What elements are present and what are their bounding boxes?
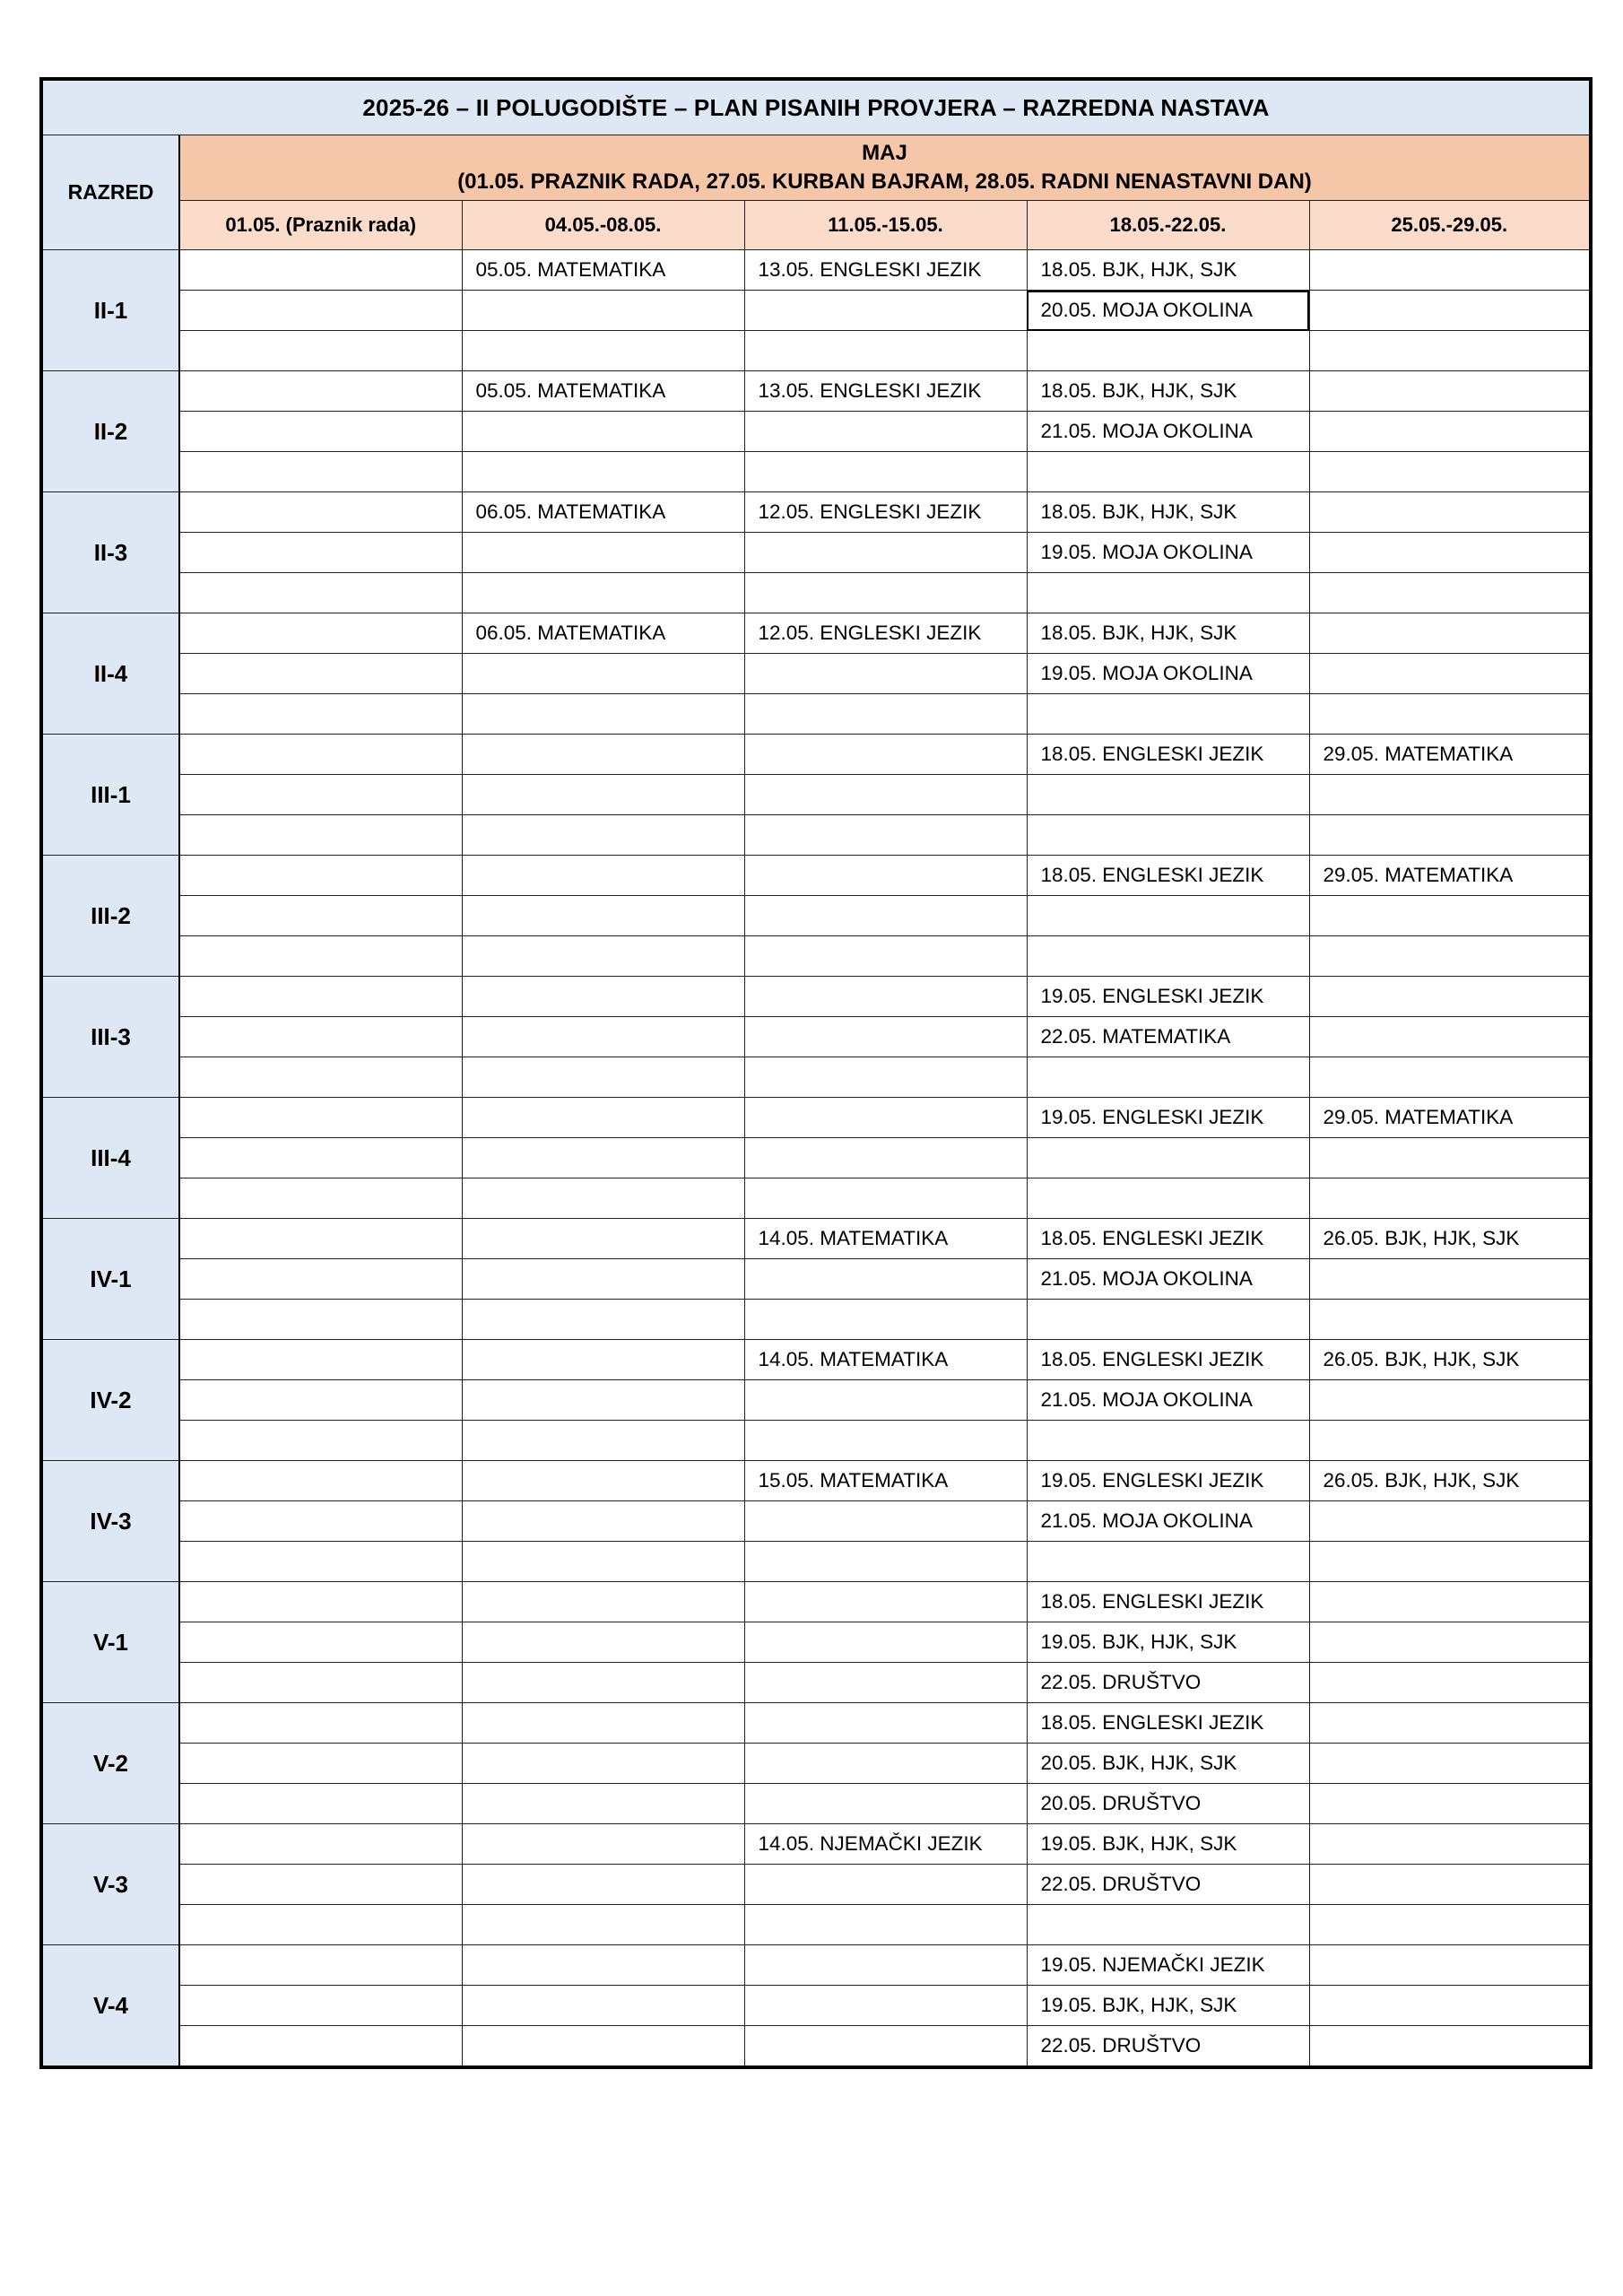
exam-cell	[744, 2026, 1027, 2068]
exam-cell: 22.05. DRUŠTVO	[1027, 1663, 1309, 1703]
exam-cell	[744, 1138, 1027, 1178]
exam-cell: 26.05. BJK, HJK, SJK	[1309, 1461, 1591, 1501]
exam-cell: 13.05. ENGLESKI JEZIK	[744, 250, 1027, 291]
exam-cell: 14.05. MATEMATIKA	[744, 1340, 1027, 1380]
exam-cell: 18.05. BJK, HJK, SJK	[1027, 613, 1309, 654]
exam-cell	[179, 533, 462, 573]
exam-cell: 21.05. MOJA OKOLINA	[1027, 412, 1309, 452]
exam-cell: 18.05. ENGLESKI JEZIK	[1027, 856, 1309, 896]
exam-cell	[1309, 1945, 1591, 1986]
table-row	[41, 1421, 1591, 1461]
exam-cell	[179, 1784, 462, 1824]
exam-cell	[1309, 2026, 1591, 2068]
exam-cell	[744, 533, 1027, 573]
table-row	[41, 1582, 1591, 1622]
exam-cell	[1309, 1178, 1591, 1219]
exam-cell	[744, 1300, 1027, 1340]
class-label: IV-3	[41, 1461, 179, 1582]
exam-cell: 19.05. BJK, HJK, SJK	[1027, 1986, 1309, 2026]
table-row	[41, 492, 1591, 533]
table-row	[41, 896, 1591, 936]
exam-cell	[1309, 1824, 1591, 1865]
exam-cell	[1309, 1542, 1591, 1582]
exam-cell	[1309, 694, 1591, 735]
exam-cell	[744, 452, 1027, 492]
exam-cell	[1309, 291, 1591, 331]
exam-cell	[462, 1905, 744, 1945]
class-label: IV-2	[41, 1340, 179, 1461]
exam-cell	[462, 533, 744, 573]
exam-cell	[744, 331, 1027, 371]
class-label: V-3	[41, 1824, 179, 1945]
exam-cell	[179, 775, 462, 815]
exam-cell	[462, 1340, 744, 1380]
exam-cell	[744, 1017, 1027, 1057]
exam-cell	[179, 1340, 462, 1380]
exam-cell	[179, 1663, 462, 1703]
exam-cell: 18.05. ENGLESKI JEZIK	[1027, 1219, 1309, 1259]
exam-cell	[744, 1421, 1027, 1461]
table-row	[41, 1098, 1591, 1138]
exam-cell	[1309, 250, 1591, 291]
exam-cell: 13.05. ENGLESKI JEZIK	[744, 371, 1027, 412]
table-row	[41, 533, 1591, 573]
exam-cell	[179, 412, 462, 452]
week-header: 04.05.-08.05.	[462, 201, 744, 250]
exam-cell	[462, 1178, 744, 1219]
table-row	[41, 573, 1591, 613]
month-name: MAJ	[862, 141, 907, 165]
exam-cell	[179, 452, 462, 492]
exam-cell: 19.05. ENGLESKI JEZIK	[1027, 977, 1309, 1017]
exam-cell	[1309, 1138, 1591, 1178]
exam-cell	[1309, 1865, 1591, 1905]
table-row	[41, 1542, 1591, 1582]
exam-cell	[462, 1138, 744, 1178]
exam-cell	[462, 1421, 744, 1461]
exam-cell: 06.05. MATEMATIKA	[462, 492, 744, 533]
exam-cell: 05.05. MATEMATIKA	[462, 371, 744, 412]
exam-cell: 18.05. ENGLESKI JEZIK	[1027, 735, 1309, 775]
exam-cell	[744, 1622, 1027, 1663]
class-label: V-4	[41, 1945, 179, 2068]
exam-cell: 18.05. ENGLESKI JEZIK	[1027, 1703, 1309, 1744]
exam-cell	[1309, 1905, 1591, 1945]
exam-cell: 19.05. MOJA OKOLINA	[1027, 654, 1309, 694]
table-row	[41, 1501, 1591, 1542]
table-row	[41, 775, 1591, 815]
exam-cell	[1027, 573, 1309, 613]
exam-cell: 15.05. MATEMATIKA	[744, 1461, 1027, 1501]
exam-cell: 29.05. MATEMATIKA	[1309, 856, 1591, 896]
exam-cell	[462, 1300, 744, 1340]
exam-cell	[462, 1622, 744, 1663]
exam-cell	[179, 977, 462, 1017]
month-header	[179, 135, 1591, 201]
exam-cell	[462, 654, 744, 694]
exam-cell	[744, 412, 1027, 452]
exam-cell	[462, 1945, 744, 1986]
exam-cell	[179, 1703, 462, 1744]
exam-cell	[462, 936, 744, 977]
exam-cell	[744, 815, 1027, 856]
exam-cell: 21.05. MOJA OKOLINA	[1027, 1259, 1309, 1300]
exam-cell: 21.05. MOJA OKOLINA	[1027, 1501, 1309, 1542]
exam-cell: 22.05. DRUŠTVO	[1027, 1865, 1309, 1905]
exam-cell	[1309, 977, 1591, 1017]
exam-cell	[1309, 1986, 1591, 2026]
table-row	[41, 815, 1591, 856]
exam-cell: 29.05. MATEMATIKA	[1309, 735, 1591, 775]
exam-cell	[1309, 1663, 1591, 1703]
exam-cell	[1309, 1703, 1591, 1744]
exam-cell	[179, 331, 462, 371]
exam-cell: 18.05. ENGLESKI JEZIK	[1027, 1582, 1309, 1622]
exam-cell	[1309, 1380, 1591, 1421]
exam-cell	[462, 694, 744, 735]
exam-cell	[179, 856, 462, 896]
table-row	[41, 1380, 1591, 1421]
exam-cell	[462, 896, 744, 936]
class-label: II-1	[41, 250, 179, 371]
exam-cell	[179, 573, 462, 613]
exam-cell	[744, 896, 1027, 936]
exam-cell: 19.05. MOJA OKOLINA	[1027, 533, 1309, 573]
table-row	[41, 735, 1591, 775]
exam-cell: 19.05. BJK, HJK, SJK	[1027, 1622, 1309, 1663]
table-row	[41, 412, 1591, 452]
table-row	[41, 654, 1591, 694]
exam-cell	[179, 371, 462, 412]
exam-cell	[1309, 1421, 1591, 1461]
table-row	[41, 1945, 1591, 1986]
table-row	[41, 1300, 1591, 1340]
exam-cell: 05.05. MATEMATIKA	[462, 250, 744, 291]
exam-cell	[179, 815, 462, 856]
exam-cell	[462, 856, 744, 896]
table-row	[41, 1865, 1591, 1905]
exam-cell	[462, 1098, 744, 1138]
exam-cell	[1309, 1744, 1591, 1784]
exam-cell: 12.05. ENGLESKI JEZIK	[744, 613, 1027, 654]
exam-cell	[1027, 815, 1309, 856]
exam-cell	[744, 1905, 1027, 1945]
exam-cell: 19.05. BJK, HJK, SJK	[1027, 1824, 1309, 1865]
exam-cell	[179, 936, 462, 977]
exam-cell	[179, 1219, 462, 1259]
exam-cell	[1027, 1300, 1309, 1340]
exam-cell	[462, 1703, 744, 1744]
exam-cell: 20.05. MOJA OKOLINA	[1027, 291, 1309, 331]
table-row	[41, 1219, 1591, 1259]
exam-cell	[462, 1380, 744, 1421]
exam-cell	[462, 1461, 744, 1501]
table-row	[41, 1017, 1591, 1057]
table-row	[41, 1784, 1591, 1824]
exam-cell	[179, 1622, 462, 1663]
week-header: 11.05.-15.05.	[744, 201, 1027, 250]
exam-cell: 29.05. MATEMATIKA	[1309, 1098, 1591, 1138]
exam-cell	[462, 735, 744, 775]
table-row	[41, 291, 1591, 331]
exam-cell: 20.05. BJK, HJK, SJK	[1027, 1744, 1309, 1784]
week-header: 01.05. (Praznik rada)	[179, 201, 462, 250]
razred-header: RAZRED	[41, 135, 179, 250]
exam-cell	[1027, 1905, 1309, 1945]
table-row	[41, 371, 1591, 412]
exam-cell	[179, 250, 462, 291]
exam-cell	[1027, 694, 1309, 735]
exam-cell	[1309, 815, 1591, 856]
class-label: IV-1	[41, 1219, 179, 1340]
exam-cell	[179, 654, 462, 694]
class-label: III-1	[41, 735, 179, 856]
page-title: 2025-26 – II POLUGODIŠTE – PLAN PISANIH PROVJERA – RAZREDNA NASTAVA	[41, 79, 1591, 135]
exam-cell	[1309, 936, 1591, 977]
exam-plan-table	[39, 77, 1593, 2069]
exam-cell	[744, 1945, 1027, 1986]
exam-cell: 22.05. MATEMATIKA	[1027, 1017, 1309, 1057]
exam-cell: 22.05. DRUŠTVO	[1027, 2026, 1309, 2068]
exam-cell	[179, 1824, 462, 1865]
table-row	[41, 1905, 1591, 1945]
exam-cell	[179, 1461, 462, 1501]
exam-cell: 19.05. ENGLESKI JEZIK	[1027, 1098, 1309, 1138]
exam-cell	[179, 694, 462, 735]
exam-cell	[744, 654, 1027, 694]
exam-cell	[1309, 412, 1591, 452]
exam-cell	[179, 1865, 462, 1905]
exam-cell	[179, 1905, 462, 1945]
exam-cell: 06.05. MATEMATIKA	[462, 613, 744, 654]
week-header: 18.05.-22.05.	[1027, 201, 1309, 250]
exam-cell	[1309, 573, 1591, 613]
exam-cell	[1027, 936, 1309, 977]
exam-cell	[462, 1663, 744, 1703]
exam-cell	[179, 1542, 462, 1582]
exam-cell	[179, 1986, 462, 2026]
exam-cell	[462, 977, 744, 1017]
exam-cell	[744, 1380, 1027, 1421]
table-row	[41, 1986, 1591, 2026]
table-row	[41, 936, 1591, 977]
exam-cell	[1309, 1057, 1591, 1098]
exam-cell	[462, 1219, 744, 1259]
exam-cell	[462, 1259, 744, 1300]
exam-cell	[1309, 533, 1591, 573]
class-label: II-2	[41, 371, 179, 492]
exam-cell	[462, 1986, 744, 2026]
exam-cell	[1309, 1582, 1591, 1622]
exam-cell	[744, 1865, 1027, 1905]
table-row	[41, 1461, 1591, 1501]
exam-cell	[744, 1057, 1027, 1098]
exam-cell	[1309, 492, 1591, 533]
exam-cell	[744, 856, 1027, 896]
exam-cell	[1027, 1138, 1309, 1178]
exam-cell	[744, 775, 1027, 815]
exam-cell	[1309, 331, 1591, 371]
exam-cell	[1309, 1017, 1591, 1057]
exam-cell: 26.05. BJK, HJK, SJK	[1309, 1340, 1591, 1380]
exam-cell	[1309, 1784, 1591, 1824]
table-row	[41, 1622, 1591, 1663]
exam-cell: 14.05. MATEMATIKA	[744, 1219, 1027, 1259]
exam-cell	[1309, 1622, 1591, 1663]
class-label: III-2	[41, 856, 179, 977]
exam-cell	[462, 573, 744, 613]
exam-cell	[462, 815, 744, 856]
table-row	[41, 331, 1591, 371]
exam-cell: 19.05. NJEMAČKI JEZIK	[1027, 1945, 1309, 1986]
exam-cell	[1027, 775, 1309, 815]
class-label: II-4	[41, 613, 179, 735]
exam-cell	[1309, 1259, 1591, 1300]
table-row	[41, 856, 1591, 896]
exam-cell	[179, 291, 462, 331]
month-note: (01.05. PRAZNIK RADA, 27.05. KURBAN BAJRAM, 28.05. RADNI NENASTAVNI DAN)	[457, 170, 1312, 194]
exam-cell	[1027, 452, 1309, 492]
class-label: III-3	[41, 977, 179, 1098]
exam-cell	[179, 1501, 462, 1542]
class-label: III-4	[41, 1098, 179, 1219]
exam-cell	[179, 1178, 462, 1219]
exam-cell	[744, 1501, 1027, 1542]
exam-cell	[1309, 613, 1591, 654]
exam-cell	[1309, 1501, 1591, 1542]
exam-cell	[1027, 1178, 1309, 1219]
exam-cell	[179, 1017, 462, 1057]
exam-cell	[462, 291, 744, 331]
exam-cell	[1027, 1542, 1309, 1582]
table-row	[41, 2026, 1591, 2068]
exam-cell: 20.05. DRUŠTVO	[1027, 1784, 1309, 1824]
exam-cell: 21.05. MOJA OKOLINA	[1027, 1380, 1309, 1421]
table-row	[41, 694, 1591, 735]
exam-cell	[179, 1421, 462, 1461]
exam-cell: 18.05. BJK, HJK, SJK	[1027, 371, 1309, 412]
exam-cell	[462, 1017, 744, 1057]
class-label: V-1	[41, 1582, 179, 1703]
exam-cell	[462, 775, 744, 815]
exam-cell	[462, 412, 744, 452]
exam-cell	[462, 331, 744, 371]
exam-cell	[462, 1057, 744, 1098]
exam-cell	[1309, 1300, 1591, 1340]
table-row	[41, 1057, 1591, 1098]
table-row	[41, 1138, 1591, 1178]
exam-cell	[179, 1300, 462, 1340]
exam-cell	[462, 1542, 744, 1582]
exam-cell	[462, 1744, 744, 1784]
exam-cell	[179, 1744, 462, 1784]
exam-cell	[1309, 371, 1591, 412]
table-row	[41, 613, 1591, 654]
exam-cell	[179, 1582, 462, 1622]
table-row	[41, 1340, 1591, 1380]
exam-cell	[179, 2026, 462, 2068]
exam-cell: 18.05. ENGLESKI JEZIK	[1027, 1340, 1309, 1380]
exam-cell	[179, 1138, 462, 1178]
exam-cell	[179, 1057, 462, 1098]
exam-cell: 19.05. ENGLESKI JEZIK	[1027, 1461, 1309, 1501]
exam-cell	[744, 1259, 1027, 1300]
exam-cell	[179, 1098, 462, 1138]
table-row	[41, 1703, 1591, 1744]
class-label: II-3	[41, 492, 179, 613]
exam-cell	[462, 1582, 744, 1622]
exam-cell: 12.05. ENGLESKI JEZIK	[744, 492, 1027, 533]
exam-cell	[744, 1986, 1027, 2026]
exam-cell: 26.05. BJK, HJK, SJK	[1309, 1219, 1591, 1259]
exam-cell	[1027, 896, 1309, 936]
table-row	[41, 1178, 1591, 1219]
exam-cell	[744, 694, 1027, 735]
exam-cell	[1309, 775, 1591, 815]
exam-cell	[179, 896, 462, 936]
exam-cell	[744, 573, 1027, 613]
class-label: V-2	[41, 1703, 179, 1824]
exam-cell	[744, 1178, 1027, 1219]
exam-cell	[462, 1501, 744, 1542]
exam-cell	[462, 452, 744, 492]
exam-cell	[179, 1945, 462, 1986]
exam-cell	[744, 936, 1027, 977]
exam-cell	[179, 613, 462, 654]
exam-cell	[744, 1542, 1027, 1582]
exam-cell	[179, 492, 462, 533]
exam-cell	[744, 1744, 1027, 1784]
exam-cell	[179, 735, 462, 775]
table-row	[41, 1744, 1591, 1784]
exam-cell	[744, 1703, 1027, 1744]
exam-cell	[179, 1380, 462, 1421]
table-body	[41, 250, 1591, 2068]
week-header: 25.05.-29.05.	[1309, 201, 1591, 250]
exam-cell: 18.05. BJK, HJK, SJK	[1027, 492, 1309, 533]
exam-cell: 14.05. NJEMAČKI JEZIK	[744, 1824, 1027, 1865]
exam-cell	[744, 1582, 1027, 1622]
exam-cell	[744, 1098, 1027, 1138]
table-row	[41, 452, 1591, 492]
exam-cell	[1309, 452, 1591, 492]
exam-cell	[462, 1784, 744, 1824]
exam-cell	[462, 1824, 744, 1865]
exam-cell	[462, 1865, 744, 1905]
exam-cell	[744, 1784, 1027, 1824]
table-row	[41, 1824, 1591, 1865]
exam-cell	[462, 2026, 744, 2068]
exam-cell	[1027, 331, 1309, 371]
table-row	[41, 250, 1591, 291]
exam-cell	[1027, 1057, 1309, 1098]
exam-cell: 18.05. BJK, HJK, SJK	[1027, 250, 1309, 291]
table-row	[41, 977, 1591, 1017]
exam-cell	[744, 977, 1027, 1017]
exam-cell	[1309, 654, 1591, 694]
exam-cell	[744, 291, 1027, 331]
table-row	[41, 1259, 1591, 1300]
exam-cell	[1309, 896, 1591, 936]
table-row	[41, 1663, 1591, 1703]
exam-cell	[744, 1663, 1027, 1703]
exam-cell	[744, 735, 1027, 775]
exam-cell	[1027, 1421, 1309, 1461]
exam-cell	[179, 1259, 462, 1300]
